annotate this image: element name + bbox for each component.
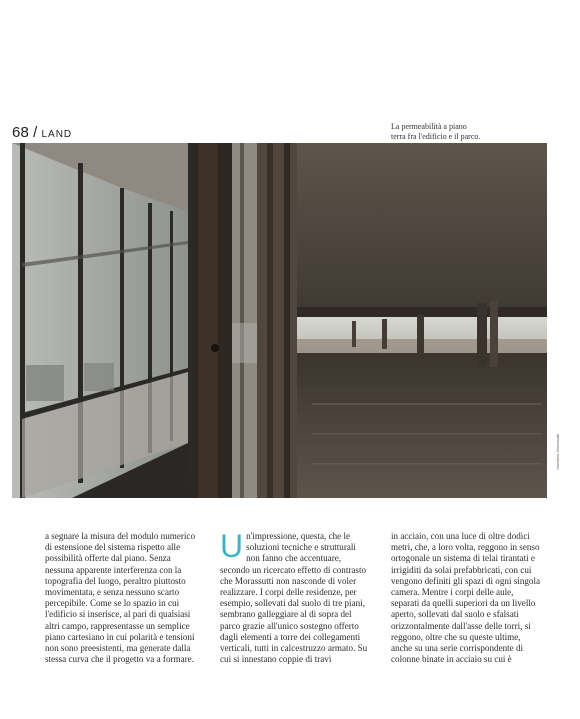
text-column-1 bbox=[45, 531, 195, 665]
page-header bbox=[12, 124, 72, 141]
caption-line-1: La permeabilità a piano bbox=[391, 122, 467, 131]
caption-line-2: terra fra l'edificio e il parco. bbox=[391, 131, 481, 141]
photo-illustration bbox=[12, 143, 547, 498]
page-number: 68 bbox=[12, 124, 30, 141]
architecture-photo bbox=[12, 143, 547, 498]
section-label: LAND bbox=[41, 129, 73, 140]
drop-cap: U bbox=[220, 528, 244, 564]
column-1-text: a segnare la misura del modulo numerico di estensione del sistema rispetto alle possibilità offerte dal piano. Senza nessuna apparente interferenza con la topografia del luogo, peraltro piuttosto movimentata, e senza nessuno scarto percepibile. Come se lo spazio in cui l'edificio si inserisce, al pari di qualsiasi altri campo, rappresentasse un semplice piano cartesiano in cui polarità e tensioni non sono preesistenti, ma generate dalla stessa curva che il progetto va a formare. bbox=[45, 531, 195, 665]
photo-caption bbox=[391, 122, 521, 141]
text-column-3 bbox=[391, 531, 541, 665]
header-separator: / bbox=[33, 124, 38, 141]
photo-credit: Valentina Morassutti bbox=[555, 434, 560, 470]
text-column-2 bbox=[220, 528, 370, 665]
column-3-text: in acciaio, con una luce di oltre dodici metri, che, a loro volta, reggono in senso ortogonale un sistema di telai tirantati e irrigiditi da solai prefabbricati, con cui vengono definiti gli spazi di ogni singola camera. Mentre i corpi delle aule, separati da quelli superiori da un livello aperto, sollevati dal suolo e sfalsati orizzontalmente dall'asse delle torri, si reggono, oltre che su queste ultime, anche su una serie corrispondente di colonne binate in acciaio su cui è bbox=[391, 531, 541, 665]
column-2-text: n'impressione, questa, che le soluzioni tecniche e strutturali non fanno che accentuare, secondo un ricercato effetto di contrasto che Morassutti non nasconde di voler realizzare. I corpi delle residenze, per esempio, sollevati dal suolo di tre piani, sembrano galleggiare al di sopra del parco grazie all'unico sostegno offerto dagli elementi a torre dei collegamenti verticali, tutti in calcestruzzo armato. Su cui si innestano coppie di travi bbox=[220, 531, 368, 665]
